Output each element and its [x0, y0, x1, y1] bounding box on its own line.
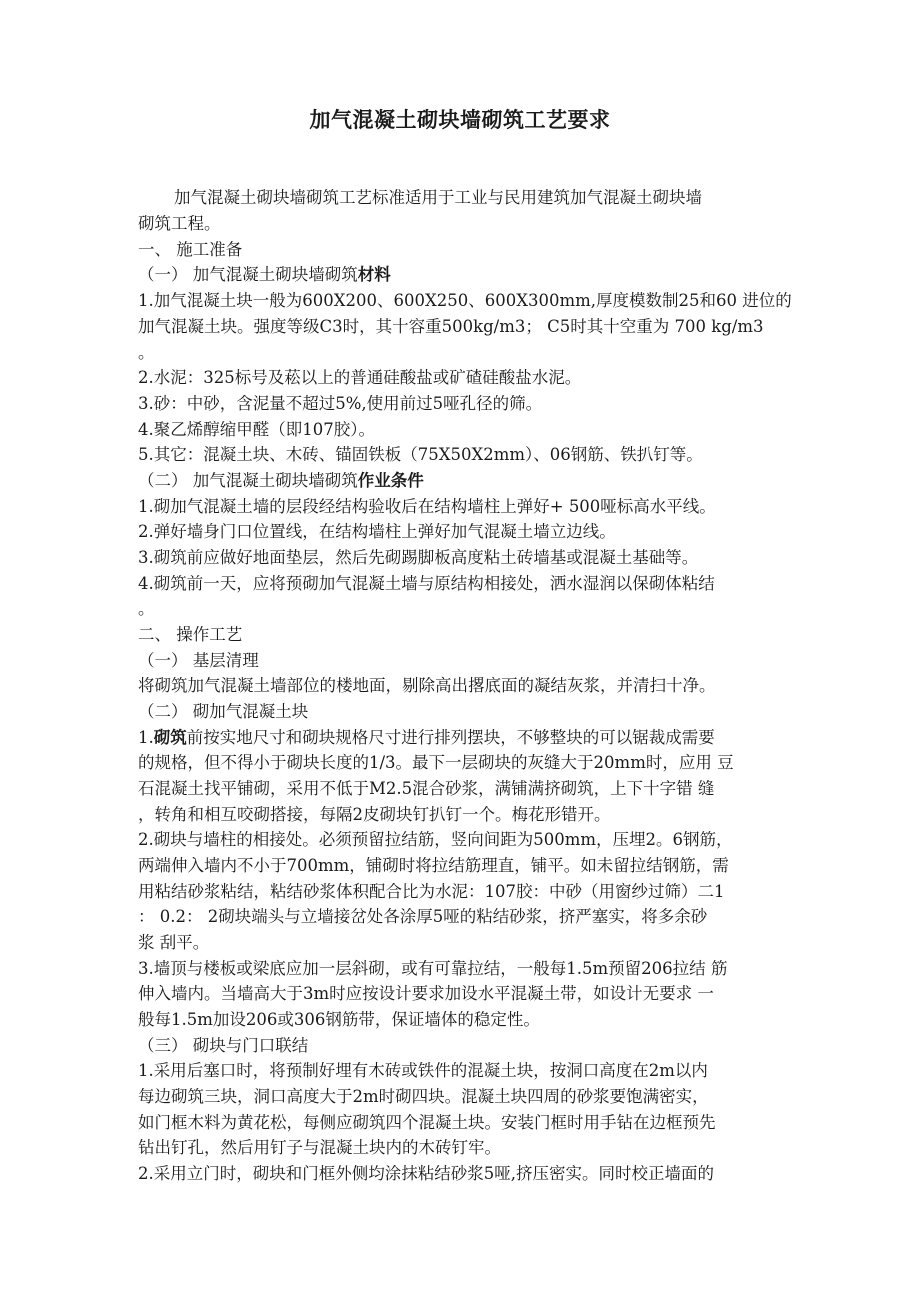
text-line: 每边砌筑三块，洞口高度大于2m时砌四块。混凝土块四周的砂浆要饱满密实，: [138, 1087, 709, 1106]
text-line: 2.弹好墙身门口位置线，在结构墙柱上弹好加气混凝土墙立边线。: [138, 522, 616, 541]
text-line: 加气混凝土块。强度等级C3时，其十容重500kg/m3； C5时其十空重为 700 kg/m3: [138, 317, 764, 336]
text-line: 2.采用立门时，砌块和门框外侧均涂抹粘结砂浆5哑,挤压密实。同时校正墙面的: [138, 1164, 714, 1183]
text-line: 5.其它：混凝土块、木砖、锚固铁板（75X50X2mm）、06钢筋、铁扒钉等。: [138, 445, 703, 464]
subsection-heading: （一） 基层清理: [138, 651, 259, 670]
document-title: 加气混凝土砌块墙砌筑工艺要求: [309, 107, 611, 132]
text-line: 两端伸入墙内不小于700mm，铺砌时将拉结筋理直，铺平。如未留拉结钢筋，需: [138, 856, 729, 875]
text-line: 加气混凝土砌块墙砌筑工艺标准适用于工业与民用建筑加气混凝土砌块墙: [174, 188, 702, 207]
text-line: ： 0.2： 2砌块端头与立墙接岔处各涂厚5哑的粘结砂浆，挤严塞实，将多余砂: [138, 907, 708, 926]
text-line: 1.加气混凝土块一般为600X200、600X250、600X300mm,厚度模数制25和60 进位的: [138, 291, 792, 310]
text-line: 用粘结砂浆粘结，粘结砂浆体积配合比为水泥：107胶：中砂（用窗纱过筛）二1: [138, 882, 725, 901]
text-line: 4.聚乙烯醇缩甲醛（即107胶）。: [138, 420, 375, 439]
subsection-heading: （三） 砌块与门口联结: [138, 1036, 309, 1055]
text-line: 将砌筑加气混凝土墙部位的楼地面，剔除高出撂底面的凝结灰浆，并清扫十净。: [138, 676, 716, 695]
text-line: 。: [138, 343, 155, 362]
text-line: 4.砌筑前一天，应将预砌加气混凝土墙与原结构相接处，洒水湿润以保砌体粘结: [138, 574, 715, 593]
text-line: 石混凝土找平铺砌，采用不低于M2.5混合砂浆，满铺满挤砌筑，上下十字错 缝: [138, 779, 715, 798]
text-line: 。: [138, 599, 155, 618]
text-line: 2.砌块与墙柱的相接处。必须预留拉结筋，竖向间距为500mm，压埋2。6钢筋，: [138, 830, 733, 849]
subsection-heading: （一） 加气混凝土砌块墙砌筑材料: [138, 265, 391, 284]
text-line: ，转角和相互咬砌搭接，每隔2皮砌块钉扒钉一个。梅花形错开。: [138, 805, 611, 824]
text-line: 1.砌加气混凝土墙的层段经结构验收后在结构墙柱上弹好+ 500哑标高水平线。: [138, 497, 716, 516]
text-line: 1.采用后塞口时，将预制好埋有木砖或铁件的混凝土块，按洞口高度在2m以内: [138, 1061, 708, 1080]
text-line: 3.砂：中砂，含泥量不超过5%,使用前过5哑孔径的筛。: [138, 394, 543, 413]
subsection-heading: （二） 加气混凝土砌块墙砌筑作业条件: [138, 471, 424, 490]
text-line: 浆 刮平。: [138, 933, 210, 952]
text-line: 的规格，但不得小于砌块长度的1/3。最下一层砌块的灰缝大于20mm时，应用 豆: [138, 753, 734, 772]
text-line: 伸入墙内。当墙高大于3m时应按设计要求加设水平混凝土带，如设计无要求 一: [138, 984, 714, 1003]
text-line: 钻出钉孔，然后用钉子与混凝土块内的木砖钉牢。: [138, 1138, 501, 1157]
text-line: 1.砌筑前按实地尺寸和砌块规格尺寸进行排列摆块，不够整块的可以锯裁成需要: [138, 728, 715, 747]
text-line: 砌筑工程。: [138, 214, 221, 233]
text-line: 如门框木料为黄花松，每侧应砌筑四个混凝土块。安装门框时用手钻在边框预先: [138, 1113, 716, 1132]
text-line: 3.墙顶与楼板或梁底应加一层斜砌，或有可靠拉结，一般每1.5m预留206拉结 筋: [138, 959, 728, 978]
subsection-heading: （二） 砌加气混凝土块: [138, 702, 309, 721]
section-heading: 二、 操作工艺: [138, 625, 243, 644]
text-line: 2.水泥：325标号及菘以上的普通硅酸盐或矿碴硅酸盐水泥。: [138, 368, 582, 387]
text-line: 3.砌筑前应做好地面垫层，然后先砌踢脚板高度粘土砖墙基或混凝土基础等。: [138, 548, 699, 567]
text-line: 般每1.5m加设206或306钢筋带，保证墙体的稳定性。: [138, 1010, 540, 1029]
section-heading: 一、 施工准备: [138, 240, 243, 259]
